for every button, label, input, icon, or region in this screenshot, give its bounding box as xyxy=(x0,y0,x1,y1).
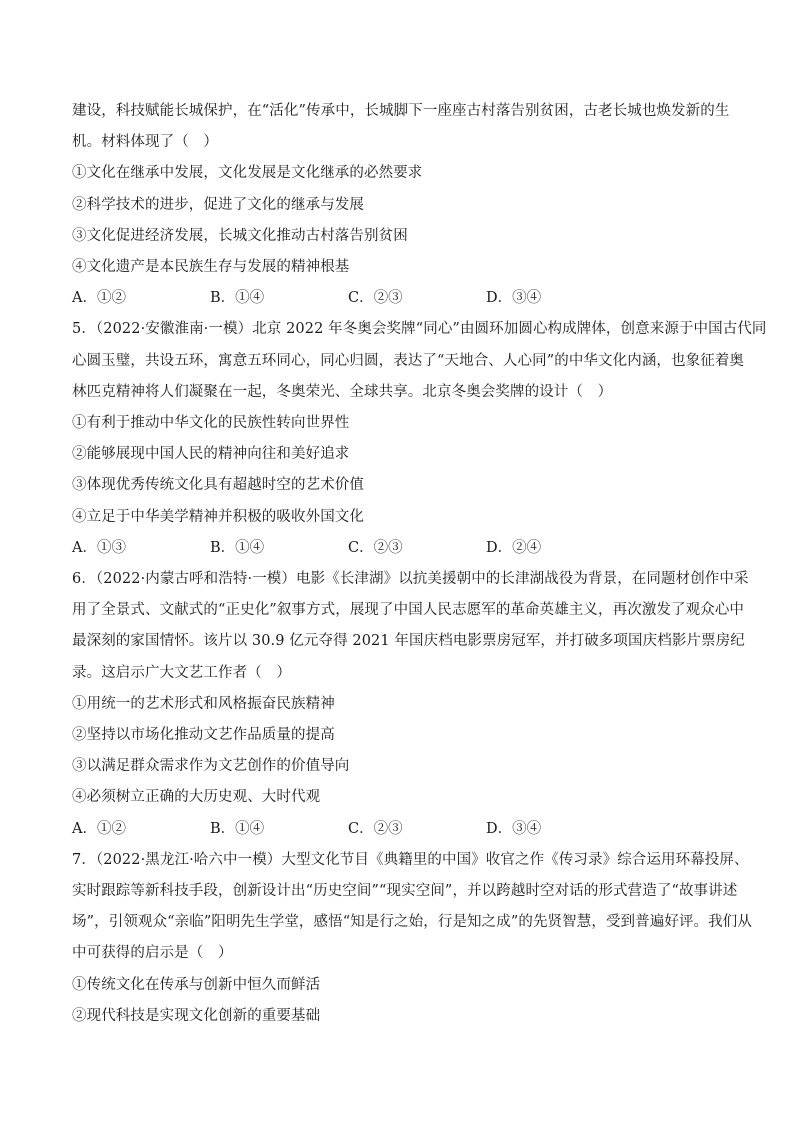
stem-line: 林匹克精神将人们凝聚在一起，冬奥荣光、全球共享。北京冬奥会奖牌的设计（ ） xyxy=(72,383,613,400)
statement: ③文化促进经济发展，长城文化推动古村落告别贫困 xyxy=(72,227,408,244)
stem-line: 5．（2022·安徽淮南·一模）北京 2022 年冬奥会奖牌“同心”由圆环加圆心构成牌体，创意来源于中国古代同 xyxy=(72,321,767,338)
statement: ③以满足群众需求作为文艺创作的价值导向 xyxy=(72,758,350,775)
stem-line: 录。这启示广大文艺工作者（ ） xyxy=(72,664,291,681)
option-a: A．①② xyxy=(72,290,126,307)
statement: ①用统一的艺术形式和风格振奋民族精神 xyxy=(72,695,335,712)
q4-continuation xyxy=(72,96,730,314)
stem-line: 心圆玉璧，共设五环，寓意五环同心，同心归圆，表达了“天地合、人心同”的中华文化内涵，也象征着奥 xyxy=(72,352,745,369)
stem-line: 场”，引领观众“亲临”阳明先生学堂，感悟“知是行之始，行是知之成”的先贤智慧，受到普遍好评。我们从 xyxy=(72,914,752,931)
stem-line: 最深刻的家国情怀。该片以 30.9 亿元夺得 2021 年国庆档电影票房冠军，并打破多项国庆档影片票房纪 xyxy=(72,633,745,650)
statement: ③体现优秀传统文化具有超越时空的艺术价值 xyxy=(72,477,364,494)
statement: ②坚持以市场化推动文艺作品质量的提高 xyxy=(72,727,335,744)
statement: ①传统文化在传承与创新中恒久而鲜活 xyxy=(72,976,321,993)
stem-line: 7．（2022·黑龙江·哈六中一模）大型文化节目《典籍里的中国》收官之作《传习录》综合运用环幕投屏、 xyxy=(72,851,749,868)
option-d: D．②④ xyxy=(486,539,542,556)
option-c: C．②③ xyxy=(348,290,403,307)
answer-options xyxy=(72,814,724,845)
option-c: C．②③ xyxy=(348,820,403,837)
option-b: B．①④ xyxy=(210,539,265,556)
document-page xyxy=(72,96,767,1032)
statement: ②现代科技是实现文化创新的重要基础 xyxy=(72,1007,321,1024)
statement: ①有利于推动中华文化的民族性转向世界性 xyxy=(72,415,350,432)
stem-line: 用了全景式、文献式的“正史化”叙事方式，展现了中国人民志愿军的革命英雄主义，再次激发了观众心中 xyxy=(72,602,745,619)
option-a: A．①② xyxy=(72,820,126,837)
stem-line: 建设，科技赋能长城保护，在“活化”传承中，长城脚下一座座古村落告别贫困，古老长城也焕发新的生 xyxy=(72,103,730,119)
option-d: D．③④ xyxy=(486,290,542,307)
statement: ②能够展现中国人民的精神向往和美好追求 xyxy=(72,446,350,463)
statement: ④立足于中华美学精神并积极的吸收外国文化 xyxy=(72,508,364,525)
option-a: A．①③ xyxy=(72,539,126,556)
question-7 xyxy=(72,845,752,1032)
statement: ④文化遗产是本民族生存与发展的精神根基 xyxy=(72,259,350,276)
option-d: D．③④ xyxy=(486,820,542,837)
option-b: B．①④ xyxy=(210,290,265,307)
question-6 xyxy=(72,564,749,845)
answer-options xyxy=(72,283,724,314)
stem-line: 机。材料体现了（ ） xyxy=(72,134,218,151)
question-5 xyxy=(72,314,767,564)
statement: ④必须树立正确的大历史观、大时代观 xyxy=(72,789,321,806)
statement: ①文化在继承中发展，文化发展是文化继承的必然要求 xyxy=(72,165,423,182)
option-b: B．①④ xyxy=(210,820,265,837)
stem-line: 6．（2022·内蒙古呼和浩特·一模）电影《长津湖》以抗美援朝中的长津湖战役为背景，在同题材创作中采 xyxy=(72,571,749,588)
stem-line: 中可获得的启示是（ ） xyxy=(72,945,233,962)
answer-options xyxy=(72,533,724,564)
option-c: C．②③ xyxy=(348,539,403,556)
statement: ②科学技术的进步，促进了文化的继承与发展 xyxy=(72,196,364,213)
stem-line: 实时跟踪等新科技手段，创新设计出“历史空间”“现实空间”，并以跨越时空对话的形式营造了“故事讲述 xyxy=(72,883,738,900)
